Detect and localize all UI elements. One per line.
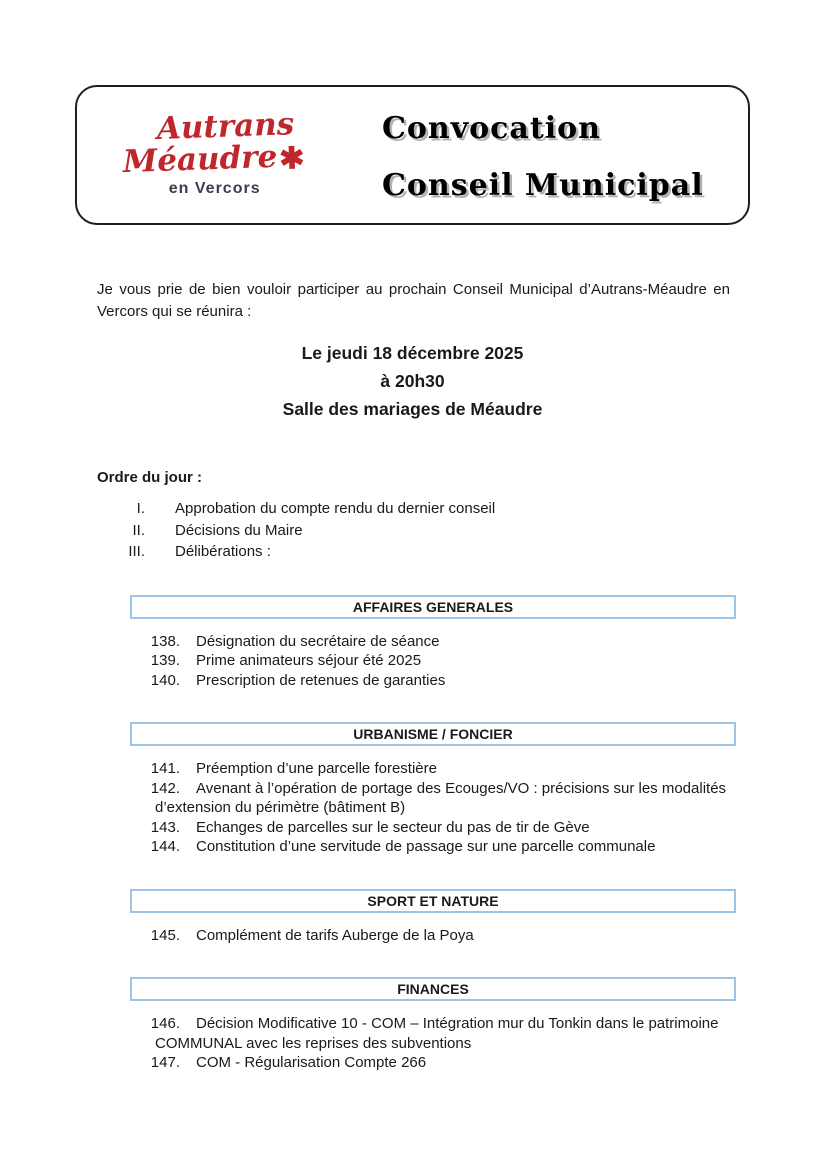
section-header [130,722,736,746]
item-number: 146. [150,1015,180,1032]
logo-text-meaudre: Méaudre✱ [122,138,306,180]
agenda-item [148,837,740,857]
item-text: Désignation du secrétaire de séance [196,632,440,650]
item-text: Echanges de parcelles sur le secteur du pas de tir de Gève [196,818,590,836]
section-title: SPORT ET NATURE [367,892,499,909]
header-box [75,85,750,225]
agenda-item [148,651,740,671]
section-items [148,1014,740,1073]
logo-text-autrans: Autrans [156,106,295,148]
agenda-item [148,926,740,946]
commune-logo [110,106,318,202]
agenda-roman-item [97,541,750,563]
section-header [130,889,736,913]
agenda-item [148,1014,740,1053]
item-number: 138. [150,632,180,650]
item-number: 141. [150,760,180,777]
section-header [130,595,736,619]
roman-numeral: III. [128,543,145,560]
item-number: 145. [150,926,180,944]
meeting-place: Salle des mariages de Méaudre [282,399,543,419]
section-sport-et-nature [75,889,750,946]
section-title: AFFAIRES GENERALES [352,598,514,615]
agenda-item [148,759,740,779]
item-text: Prime animateurs séjour été 2025 [196,652,422,669]
agenda-item [148,1053,740,1073]
agenda-item [148,779,740,818]
item-text: Constitution d’une servitude de passage sur une parcelle communale [196,838,656,855]
item-text: Préemption d’une parcelle forestière [196,760,437,777]
item-number: 147. [150,1054,180,1071]
meeting-time: à 20h30 [380,371,445,391]
item-text: COM - Régularisation Compte 266 [196,1054,427,1071]
section-items [148,632,740,691]
item-text: Prescription de retenues de garanties [196,671,446,689]
item-number: 144. [150,838,180,855]
section-title: FINANCES [397,981,469,997]
agenda-roman-list [97,498,750,563]
section-items [148,759,740,857]
agenda-roman-item [97,498,750,520]
snowflake-asterisk-icon: ✱ [278,140,306,177]
section-affaires-generales [75,595,750,691]
title-conseil-municipal: Conseil Municipal [382,168,704,203]
section-header [130,977,736,1001]
item-number: 143. [150,818,180,836]
agenda-roman-item [97,520,750,542]
item-number: 139. [150,652,180,669]
meeting-date: Le jeudi 18 décembre 2025 [301,343,524,363]
roman-numeral: II. [132,521,145,539]
logo-subtitle: en Vercors [168,180,261,198]
title-convocation: Convocation [382,111,601,146]
item-text: Avenant à l’opération de portage des Ecouges/VO : précisions sur les modalités d’extension du périmètre (bâtiment B) [155,779,727,816]
roman-text: Approbation du compte rendu du dernier conseil [175,500,496,517]
agenda-item [148,671,740,691]
section-items [148,926,740,946]
section-urbanisme-foncier [75,722,750,857]
roman-numeral: I. [136,500,145,517]
agenda-heading: Ordre du jour : [97,469,202,486]
section-finances [75,977,750,1073]
agenda-item [148,818,740,838]
section-title: URBANISME / FONCIER [353,726,513,742]
item-text: Décision Modificative 10 - COM – Intégration mur du Tonkin dans le patrimoine COMMUNAL avec les reprises des subventions [155,1015,719,1052]
agenda-item [148,632,740,652]
intro-paragraph: Je vous prie de bien vouloir participer au prochain Conseil Municipal d’Autrans-Méaudre en Vercors qui se réunira : [97,281,730,320]
item-number: 142. [150,779,180,797]
meeting-date-block [75,339,750,423]
item-text: Complément de tarifs Auberge de la Poya [196,926,474,944]
roman-text: Décisions du Maire [175,521,303,539]
document-titles [382,107,704,203]
roman-text: Délibérations : [175,543,271,560]
item-number: 140. [150,671,180,689]
